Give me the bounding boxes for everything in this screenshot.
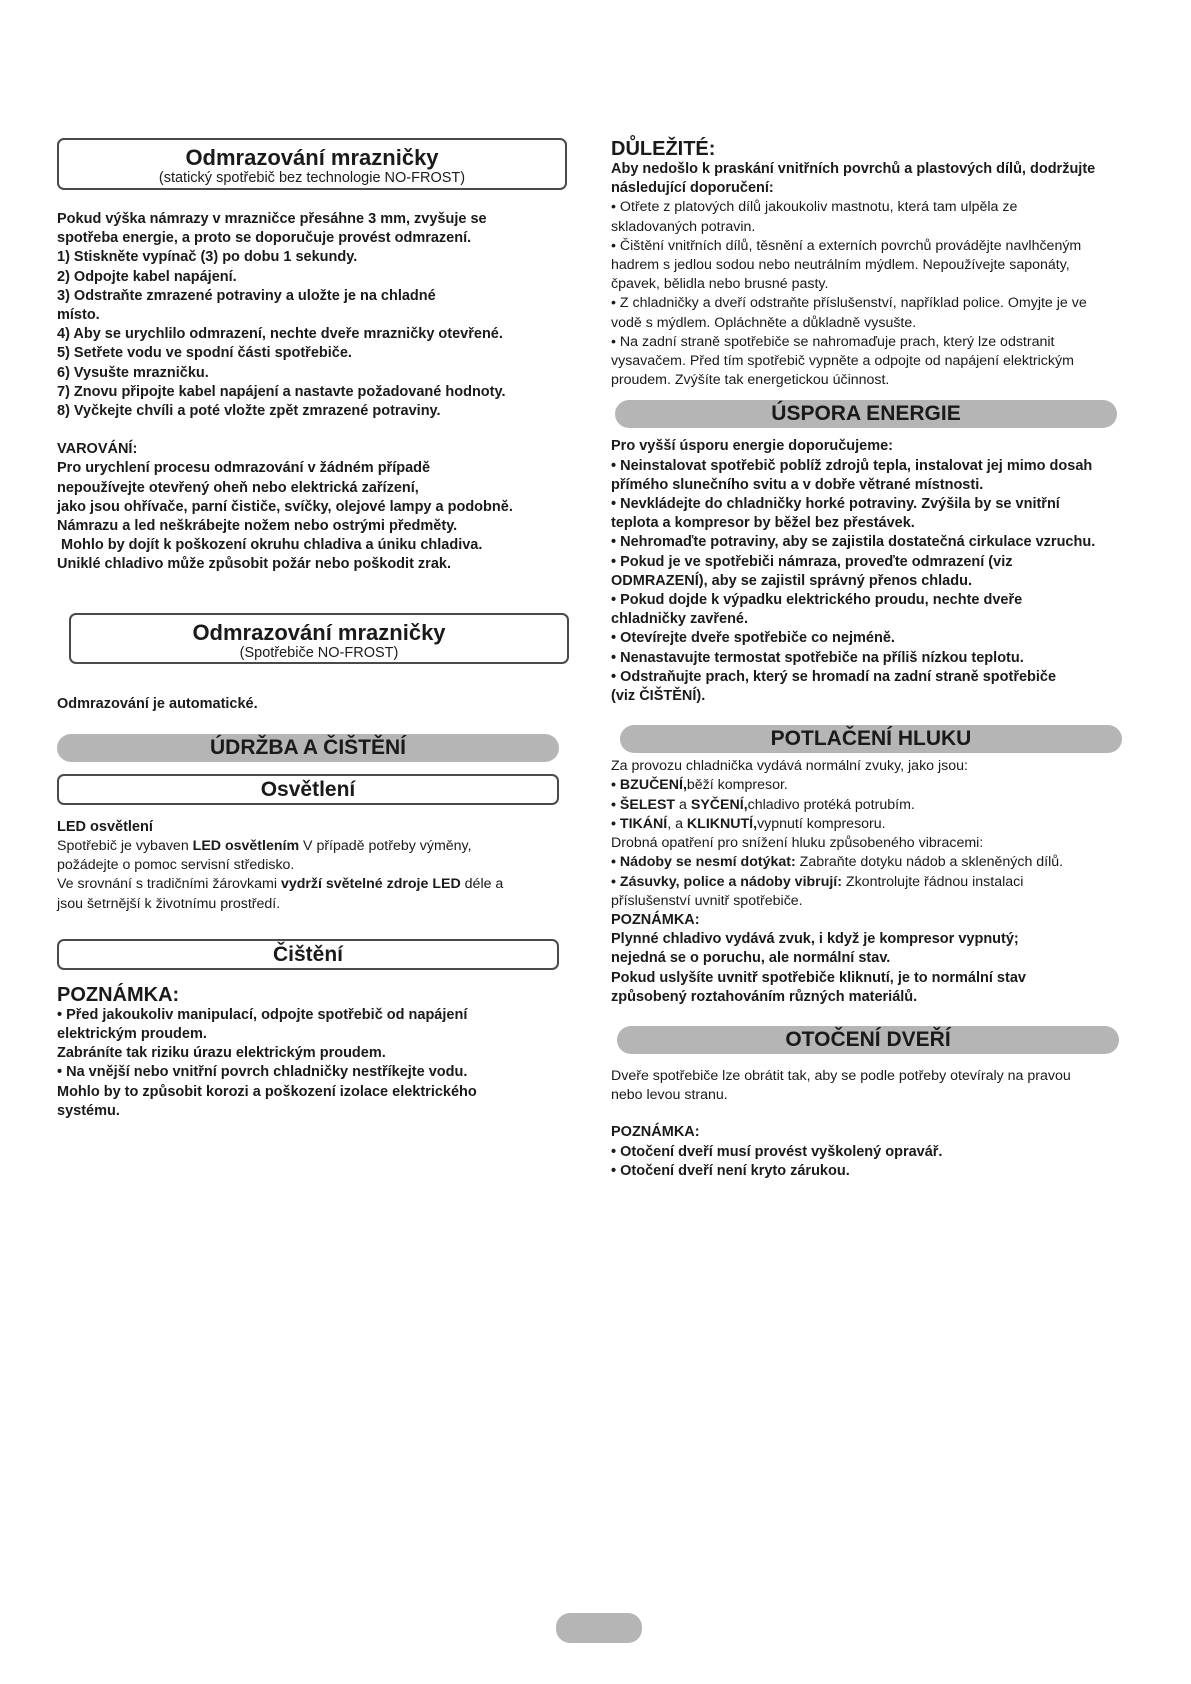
door-line: nebo levou stranu. <box>611 1087 728 1104</box>
led-text-line: požádejte o pomoc servisní středisko. <box>57 857 295 874</box>
defrost-nofrost-subtitle: (Spotřebiče NO-FROST) <box>239 644 399 661</box>
noise-measure-item: • Zásuvky, police a nádoby vibrují: Zkontrolujte řádnou instalaci <box>611 873 1024 890</box>
warning-line: Pro urychlení procesu odmrazování v žádném případě <box>57 460 431 477</box>
door-note-item: • Otočení dveří musí provést vyškolený opravář. <box>611 1143 943 1160</box>
defrost-static-subtitle: (statický spotřebič bez technologie NO-FROST) <box>158 170 466 186</box>
energy-line: • Nenastavujte termostat spotřebiče na příliš nízkou teplotu. <box>611 649 1024 666</box>
energy-line: chladničky zavřené. <box>611 611 749 628</box>
left-column <box>57 138 567 1121</box>
intro-line: spotřeba energie, a proto se doporučuje provést odmrazení. <box>57 230 472 247</box>
cleaning-note-line: • Před jakoukoliv manipulací, odpojte spotřebič od napájení <box>57 1006 468 1023</box>
cleaning-body <box>57 984 567 1121</box>
energy-line: • Odstraňujte prach, který se hromadí na zadní straně spotřebiče <box>611 668 1057 685</box>
door-note-heading: POZNÁMKA: <box>611 1124 700 1141</box>
right-column <box>611 138 1151 1181</box>
cleaning-note-line: elektrickým proudem. <box>57 1026 207 1043</box>
energy-line: přímého slunečního svitu a v dobře větrané místnosti. <box>611 476 984 493</box>
lighting-title: Osvětlení <box>260 777 356 801</box>
step-item: 5) Setřete vodu ve spodní části spotřebiče. <box>57 345 352 362</box>
step-item: 1) Stiskněte vypínač (3) po dobu 1 sekundy. <box>57 249 358 266</box>
important-heading: DŮLEŽITÉ: <box>611 138 716 160</box>
maintenance-section-bar: ÚDRŽBA A ČIŠTĚNÍ <box>57 734 559 762</box>
cleaning-title: Čištění <box>272 942 343 966</box>
door-note-item: • Otočení dveří není kryto zárukou. <box>611 1162 850 1179</box>
led-heading: LED osvětlení <box>57 818 153 835</box>
noise-sound-item: • BZUČENÍ,běží kompresor. <box>611 777 788 794</box>
lighting-title-box <box>57 774 559 805</box>
important-bold-line: následující doporučení: <box>611 180 774 197</box>
warning-line: jako jsou ohřívače, parní čističe, svíčky, olejové lampy a podobně. <box>57 498 513 515</box>
defrost-nofrost-title: Odmrazování mrazničky <box>192 619 446 645</box>
cleaning-note-line: systému. <box>57 1102 120 1119</box>
energy-line: • Pokud je ve spotřebiči námraza, proveďte odmrazení (viz <box>611 553 1013 570</box>
door-section-bar: OTOČENÍ DVEŘÍ <box>617 1026 1119 1054</box>
intro-line: Pokud výška námrazy v mrazničce přesáhne 3 mm, zvyšuje se <box>57 211 487 227</box>
noise-note-line: Plynné chladivo vydává zvuk, i když je kompresor vypnutý; <box>611 931 1019 948</box>
cleaning-note-line: Zabráníte tak riziku úrazu elektrickým proudem. <box>57 1045 386 1062</box>
important-line: vysavačem. Před tím spotřebič vypněte a odpojte od napájení elektrickým <box>611 353 1074 370</box>
page-number-tab <box>556 1613 642 1643</box>
warning-line: nepoužívejte otevřený oheň nebo elektrická zařízení, <box>57 479 419 496</box>
defrost-static-body <box>57 210 567 421</box>
warning-block <box>57 440 567 574</box>
important-line: • Na zadní straně spotřebiče se nahromaďuje prach, který lze odstranit <box>611 333 1055 350</box>
noise-note-line: Pokud uslyšíte uvnitř spotřebiče kliknutí, je to normální stav <box>611 969 1026 986</box>
noise-section-bar: POTLAČENÍ HLUKU <box>620 725 1122 753</box>
noise-measure-item: • Nádoby se nesmí dotýkat: Zabraňte dotyku nádob a skleněných dílů. <box>611 854 1064 871</box>
noise-note-line: nejedná se o poruchu, ale normální stav. <box>611 950 891 967</box>
warning-line: Uniklé chladivo může způsobit požár nebo poškodit zrak. <box>57 556 451 573</box>
led-text-line: Spotřebič je vybaven LED osvětlením V případě potřeby výměny, <box>57 838 472 855</box>
lighting-body <box>57 818 567 914</box>
noise-measures-intro: Drobná opatření pro snížení hluku způsobeného vibracemi: <box>611 835 984 852</box>
energy-body <box>611 437 1151 706</box>
step-item: 4) Aby se urychlilo odmrazení, nechte dveře mrazničky otevřené. <box>57 326 503 343</box>
energy-line: ODMRAZENÍ), aby se zajistil správný přenos chladu. <box>611 572 972 589</box>
energy-section-bar: ÚSPORA ENERGIE <box>615 400 1117 428</box>
energy-line: • Otevírejte dveře spotřebiče co nejméně. <box>611 630 895 647</box>
defrost-nofrost-title-box <box>69 613 569 664</box>
energy-line: • Neinstalovat spotřebič poblíž zdrojů tepla, instalovat jej mimo dosah <box>611 457 1093 474</box>
door-line: Dveře spotřebiče lze obrátit tak, aby se podle potřeby otevíraly na pravou <box>611 1067 1071 1084</box>
warning-line: Námrazu a led neškrábejte nožem nebo ostrými předměty. <box>57 518 458 535</box>
important-line: vodě s mýdlem. Opláchněte a důkladně vysušte. <box>611 314 917 331</box>
defrost-static-title: Odmrazování mrazničky <box>185 145 439 170</box>
step-item: 7) Znovu připojte kabel napájení a nastavte požadované hodnoty. <box>57 383 506 400</box>
defrost-static-title-box <box>57 138 567 190</box>
warning-line: Mohlo by dojít k poškození okruhu chladiva a úniku chladiva. <box>57 537 483 554</box>
warning-title: VAROVÁNÍ: <box>57 441 138 458</box>
energy-line: • Nehromaďte potraviny, aby se zajistila dostatečná cirkulace vzruchu. <box>611 534 1096 551</box>
important-bold-line: Aby nedošlo k praskání vnitřních povrchů a plastových dílů, dodržujte <box>611 161 1096 177</box>
step-item: místo. <box>57 307 100 324</box>
energy-line: • Nevkládejte do chladničky horké potraviny. Zvýšila by se vnitřní <box>611 496 1060 513</box>
energy-line: teplota a kompresor by běžel bez přestávek. <box>611 515 915 532</box>
important-line: • Čištění vnitřních dílů, těsnění a externích povrchů provádějte navlhčeným <box>611 237 1082 254</box>
noise-note-line: způsobený roztahováním různých materiálů. <box>611 988 918 1005</box>
important-line: • Otřete z platových dílů jakoukoliv mastnotu, která tam ulpěla ze <box>611 199 1018 216</box>
noise-sound-item: • TIKÁNÍ, a KLIKNUTÍ,vypnutí kompresoru. <box>611 815 886 832</box>
noise-body <box>611 757 1151 1007</box>
important-line: • Z chladničky a dveří odstraňte příslušenství, například police. Omyjte je ve <box>611 295 1087 312</box>
important-line: hadrem s jedlou sodou nebo neutrálním mýdlem. Nepoužívejte saponáty, <box>611 257 1070 274</box>
cleaning-title-box <box>57 939 559 970</box>
defrost-auto-text: Odmrazování je automatické. <box>57 695 258 712</box>
door-body <box>611 1067 1151 1181</box>
noise-sound-item: • ŠELEST a SYČENÍ,chladivo protéká potrubím. <box>611 796 915 813</box>
important-line: skladovaných potravin. <box>611 218 756 235</box>
step-item: 3) Odstraňte zmrazené potraviny a uložte je na chladné <box>57 287 436 304</box>
noise-intro: Za provozu chladnička vydává normální zvuky, jako jsou: <box>611 758 968 775</box>
led-text-line: jsou šetrnější k životnímu prostředí. <box>57 895 281 912</box>
energy-line: • Pokud dojde k výpadku elektrického proudu, nechte dveře <box>611 592 1023 609</box>
important-line: proudem. Zvýšíte tak energetickou účinnost. <box>611 372 890 389</box>
step-item: 6) Vysušte mrazničku. <box>57 364 209 381</box>
noise-note-heading: POZNÁMKA: <box>611 911 700 928</box>
cleaning-note-heading: POZNÁMKA: <box>57 983 180 1006</box>
important-line: čpavek, bělidla nebo brusné pasty. <box>611 276 829 293</box>
energy-line: Pro vyšší úsporu energie doporučujeme: <box>611 438 894 455</box>
noise-measure-item: příslušenství uvnitř spotřebiče. <box>611 892 803 909</box>
energy-line: (viz ČIŠTĚNÍ). <box>611 688 706 705</box>
led-text-line: Ve srovnání s tradičními žárovkami vydrží světelné zdroje LED déle a <box>57 876 504 893</box>
cleaning-note-line: • Na vnější nebo vnitřní povrch chladničky nestříkejte vodu. <box>57 1064 468 1081</box>
important-block <box>611 138 1151 390</box>
step-item: 8) Vyčkejte chvíli a poté vložte zpět zmrazené potraviny. <box>57 403 441 420</box>
cleaning-note-line: Mohlo by to způsobit korozi a poškození izolace elektrického <box>57 1083 477 1100</box>
step-item: 2) Odpojte kabel napájení. <box>57 268 237 285</box>
